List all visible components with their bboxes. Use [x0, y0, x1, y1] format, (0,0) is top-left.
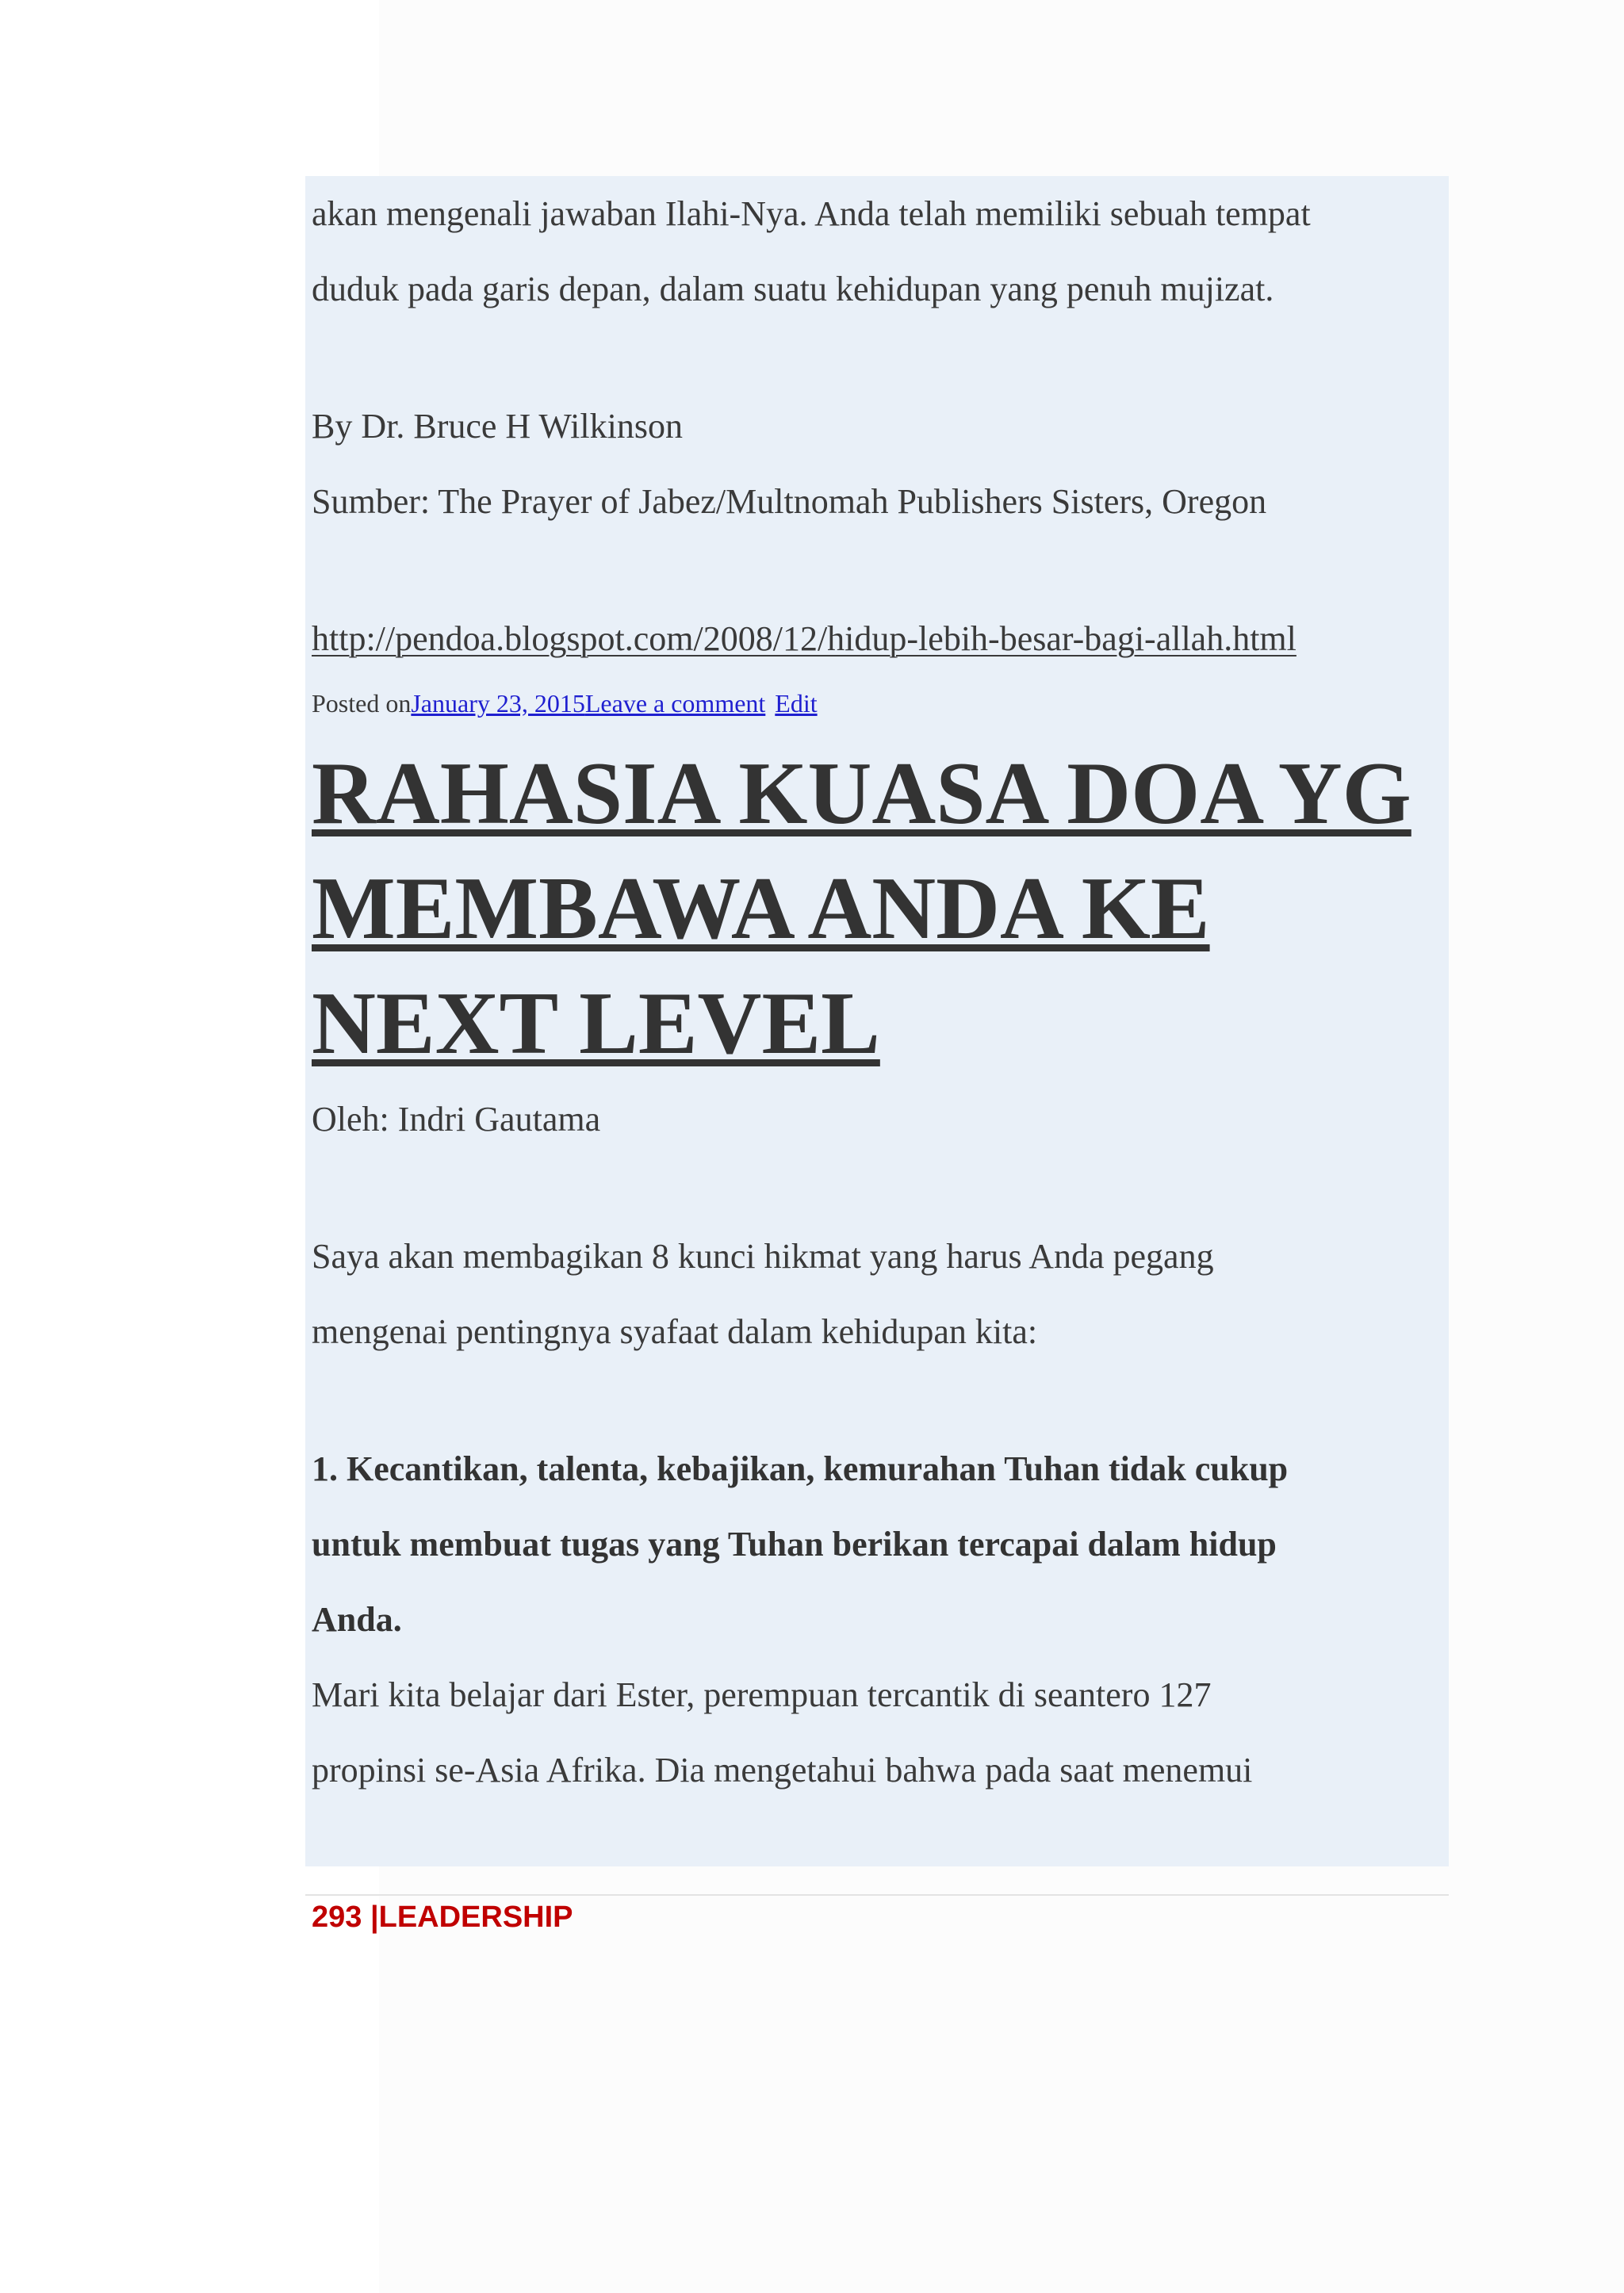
page-footer	[312, 1901, 573, 1935]
intro-paragraph-line: akan mengenali jawaban Ilahi-Nya. Anda telah memiliki sebuah tempat	[312, 194, 1311, 233]
source-line: Sumber: The Prayer of Jabez/Multnomah Publishers Sisters, Oregon	[312, 482, 1267, 521]
post-title-line: RAHASIA KUASA DOA YG	[312, 745, 1411, 843]
article-content	[312, 176, 1446, 1808]
key-point-line: Anda.	[312, 1600, 402, 1639]
post-title-line: NEXT LEVEL	[312, 974, 880, 1073]
source-url-link[interactable]: http://pendoa.blogspot.com/2008/12/hidup-lebih-besar-bagi-allah.html	[312, 619, 1297, 658]
intro-paragraph-line: duduk pada garis depan, dalam suatu kehidupan yang penuh mujizat.	[312, 270, 1274, 308]
key-point-line: untuk membuat tugas yang Tuhan berikan tercapai dalam hidup	[312, 1525, 1277, 1564]
intro-paragraph	[312, 176, 1446, 327]
page-number: 293	[312, 1901, 362, 1934]
footer-divider	[305, 1894, 1449, 1896]
leave-comment-link[interactable]: Leave a comment	[584, 689, 766, 718]
key-point-line: 1. Kecantikan, talenta, kebajikan, kemurahan Tuhan tidak cukup	[312, 1449, 1289, 1488]
footer-separator: |	[362, 1901, 379, 1934]
intro-text-line: mengenai pentingnya syafaat dalam kehidupan kita:	[312, 1312, 1038, 1351]
edit-link[interactable]: Edit	[775, 689, 818, 718]
post-title[interactable]	[312, 737, 1446, 1081]
posted-on-label: Posted on	[312, 689, 412, 718]
byline: Oleh: Indri Gautama	[312, 1100, 601, 1139]
intro-text	[312, 1219, 1446, 1369]
footer-section: LEADERSHIP	[378, 1901, 573, 1934]
body-text	[312, 1657, 1446, 1808]
post-title-line: MEMBAWA ANDA KE	[312, 859, 1210, 958]
post-meta	[312, 686, 1446, 721]
key-point-heading	[312, 1431, 1446, 1657]
body-text-line: Mari kita belajar dari Ester, perempuan tercantik di seantero 127	[312, 1675, 1212, 1714]
post-date-link[interactable]: January 23, 2015	[411, 689, 585, 718]
body-text-line: propinsi se-Asia Afrika. Dia mengetahui bahwa pada saat menemui	[312, 1751, 1253, 1790]
intro-text-line: Saya akan membagikan 8 kunci hikmat yang harus Anda pegang	[312, 1237, 1214, 1276]
source-url-paragraph	[312, 601, 1446, 676]
author-line: By Dr. Bruce H Wilkinson	[312, 407, 683, 446]
